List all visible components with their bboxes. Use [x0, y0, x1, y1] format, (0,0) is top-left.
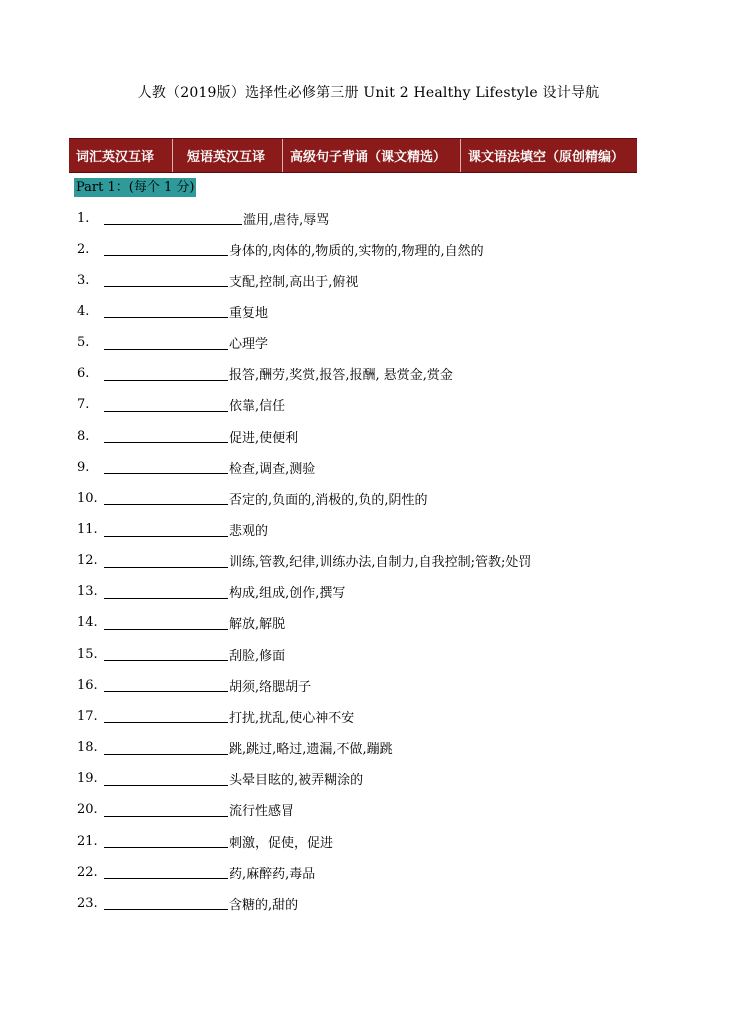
tab-sentence-recitation[interactable]: 高级句子背诵（课文精选）	[283, 139, 461, 172]
item-meaning: 头晕目眩的,被弄糊涂的	[229, 773, 364, 789]
item-number: 19.	[77, 771, 98, 787]
nav-bar	[69, 138, 637, 173]
item-meaning: 检查,调查,测验	[229, 461, 316, 477]
item-meaning: 心理学	[229, 337, 269, 353]
list-item	[0, 393, 737, 417]
list-item	[0, 206, 737, 230]
item-number: 15.	[77, 646, 98, 662]
item-number: 7.	[77, 397, 90, 413]
list-item	[0, 299, 737, 323]
list-item	[0, 455, 737, 479]
list-item	[0, 673, 737, 697]
list-item	[0, 424, 737, 448]
answer-blank[interactable]	[104, 552, 228, 568]
item-number: 9.	[77, 459, 90, 475]
answer-blank[interactable]	[104, 645, 228, 661]
part-heading: Part 1：(每个 1 分)	[76, 180, 195, 195]
answer-blank[interactable]	[104, 427, 228, 443]
item-meaning: 刮脸,修面	[229, 648, 286, 664]
answer-blank[interactable]	[104, 396, 228, 412]
answer-blank[interactable]	[104, 489, 228, 505]
list-item	[0, 518, 737, 542]
answer-blank[interactable]	[104, 863, 228, 879]
answer-blank[interactable]	[104, 676, 228, 692]
answer-blank[interactable]	[104, 240, 228, 256]
item-number: 10.	[77, 490, 98, 506]
item-meaning: 构成,组成,创作,撰写	[229, 586, 346, 602]
item-number: 1.	[77, 210, 90, 226]
page-title: 人教（2019版）选择性必修第三册 Unit 2 Healthy Lifestyle 设计导航	[137, 85, 600, 101]
answer-blank[interactable]	[104, 707, 228, 723]
item-number: 23.	[77, 895, 98, 911]
item-meaning: 打扰,扰乱,使心神不安	[229, 710, 355, 726]
item-number: 6.	[77, 366, 90, 382]
item-number: 8.	[77, 428, 90, 444]
item-meaning: 流行性感冒	[229, 804, 295, 820]
item-meaning: 悲观的	[229, 524, 269, 539]
list-item	[0, 736, 737, 760]
item-number: 2.	[77, 241, 90, 257]
item-meaning: 身体的,肉体的,物质的,实物的,物理的,自然的	[229, 243, 484, 259]
item-meaning: 促进,使便利	[229, 430, 299, 446]
item-number: 21.	[77, 833, 98, 849]
item-meaning: 胡须,络腮胡子	[229, 679, 312, 695]
answer-blank[interactable]	[104, 365, 228, 381]
item-meaning: 依靠,信任	[229, 399, 286, 415]
answer-blank[interactable]	[104, 302, 228, 318]
item-meaning: 训练,管教,纪律,训练办法,自制力,自我控制;管教;处罚	[229, 555, 532, 571]
item-number: 12.	[77, 553, 98, 569]
item-number: 20.	[77, 802, 98, 818]
answer-blank[interactable]	[104, 458, 228, 474]
answer-blank[interactable]	[104, 271, 228, 287]
item-meaning: 含糖的,甜的	[229, 897, 299, 913]
answer-blank[interactable]	[104, 739, 228, 755]
tab-phrase-translation[interactable]: 短语英汉互译	[173, 139, 283, 172]
item-number: 16.	[77, 677, 98, 693]
item-meaning: 解放,解脱	[229, 617, 286, 633]
item-meaning: 重复地	[229, 305, 269, 321]
item-meaning: 跳,跳过,略过,遗漏,不做,蹦跳	[229, 742, 393, 758]
item-meaning: 刺激，促使，促进	[229, 835, 334, 851]
list-item	[0, 331, 737, 355]
list-item	[0, 268, 737, 292]
answer-blank[interactable]	[104, 832, 228, 848]
list-item	[0, 549, 737, 573]
item-number: 22.	[77, 864, 98, 880]
answer-blank[interactable]	[104, 614, 228, 630]
tab-vocabulary-translation[interactable]: 词汇英汉互译	[69, 139, 173, 172]
item-number: 11.	[77, 522, 98, 537]
item-number: 13.	[77, 584, 98, 600]
list-item	[0, 860, 737, 884]
answer-blank[interactable]	[104, 521, 228, 537]
item-meaning: 滥用,虐待,辱骂	[243, 212, 330, 228]
item-number: 5.	[77, 335, 90, 351]
item-meaning: 药,麻醉药,毒品	[229, 866, 316, 882]
list-item	[0, 829, 737, 853]
list-item	[0, 580, 737, 604]
item-number: 4.	[77, 303, 90, 319]
list-item	[0, 704, 737, 728]
list-item	[0, 767, 737, 791]
list-item	[0, 798, 737, 822]
answer-blank[interactable]	[104, 770, 228, 786]
list-item	[0, 237, 737, 261]
item-meaning: 支配,控制,高出于,俯视	[229, 274, 359, 290]
item-meaning: 报答,酬劳,奖赏,报答,报酬, 悬赏金,赏金	[229, 368, 453, 384]
list-item	[0, 362, 737, 386]
tab-grammar-fill[interactable]: 课文语法填空（原创精编）	[468, 150, 625, 165]
list-item	[0, 891, 737, 915]
answer-blank[interactable]	[104, 334, 228, 350]
list-item	[0, 611, 737, 635]
item-number: 3.	[77, 272, 90, 288]
item-number: 17.	[77, 708, 98, 724]
answer-blank[interactable]	[104, 209, 242, 225]
item-number: 14.	[77, 615, 98, 631]
answer-blank[interactable]	[104, 801, 228, 817]
list-item	[0, 642, 737, 666]
list-item	[0, 486, 737, 510]
answer-blank[interactable]	[104, 583, 228, 599]
item-number: 18.	[77, 740, 98, 756]
answer-blank[interactable]	[104, 894, 228, 910]
item-meaning: 否定的,负面的,消极的,负的,阴性的	[229, 492, 428, 508]
